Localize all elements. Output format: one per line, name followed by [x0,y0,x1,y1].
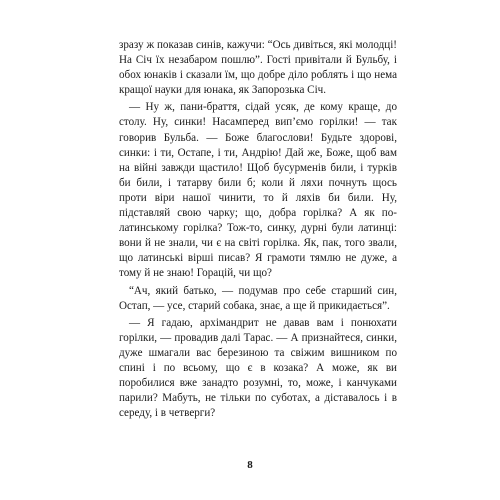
paragraph-1: зразу ж показав синів, кажучи: “Ось дивіться, які молодці! На Січ їх незабаром пошлю”. Гості привітали й Бульбу, і обох юнаків і сказали їм, що добре діло роблять і що нема кращої науки для юнака, як Запорозька Січ. [119,39,397,97]
page-number: 8 [247,459,253,471]
paragraph-4: — Я гадаю, архімандрит не давав вам і понюхати горілки, — провадив далі Тарас. — А признайтеся, синки, дуже шмагали вас березиною та свіжим вишником по спині і по всьому, що є в козака? А може, як ви поробилися вже занадто розумні, то, може, і канчуками парили? Мабуть, не тільки по суботах, а діставалось і в середу, і в четверги? [119,316,397,420]
page-body-text [119,38,397,423]
paragraph-2: — Ну ж, пани-браття, сідай усяк, де кому краще, до столу. Ну, синки! Насамперед вип’ємо горілки! — так говорив Бульба. — Боже благослови! Будьте здорові, синки: і ти, Остапе, і ти, Андрію! Дай же, Боже, щоб вам на війні завжди щастило! Щоб бусурменів били, і турків би били, і татарву били б; коли й ляхи почнуть щось проти віри нашої чинити, то й ляхів би били. Ну, підставляй свою чарку; що, добра горілка? А як по-латинському горілка? Тож-то, синку, дурні були латинці: вони й не знали, чи є на світі горілка. Як, пак, того звали, що латинські вірші писав? Я грамоти тямлю не дуже, а тому й не знаю! Горацій, чи що? [119,101,397,280]
paragraph-3: “Ач, який батько, — подумав про себе старший син, Остап, — усе, старий собака, знає, а ще й прикидається”. [119,284,397,312]
